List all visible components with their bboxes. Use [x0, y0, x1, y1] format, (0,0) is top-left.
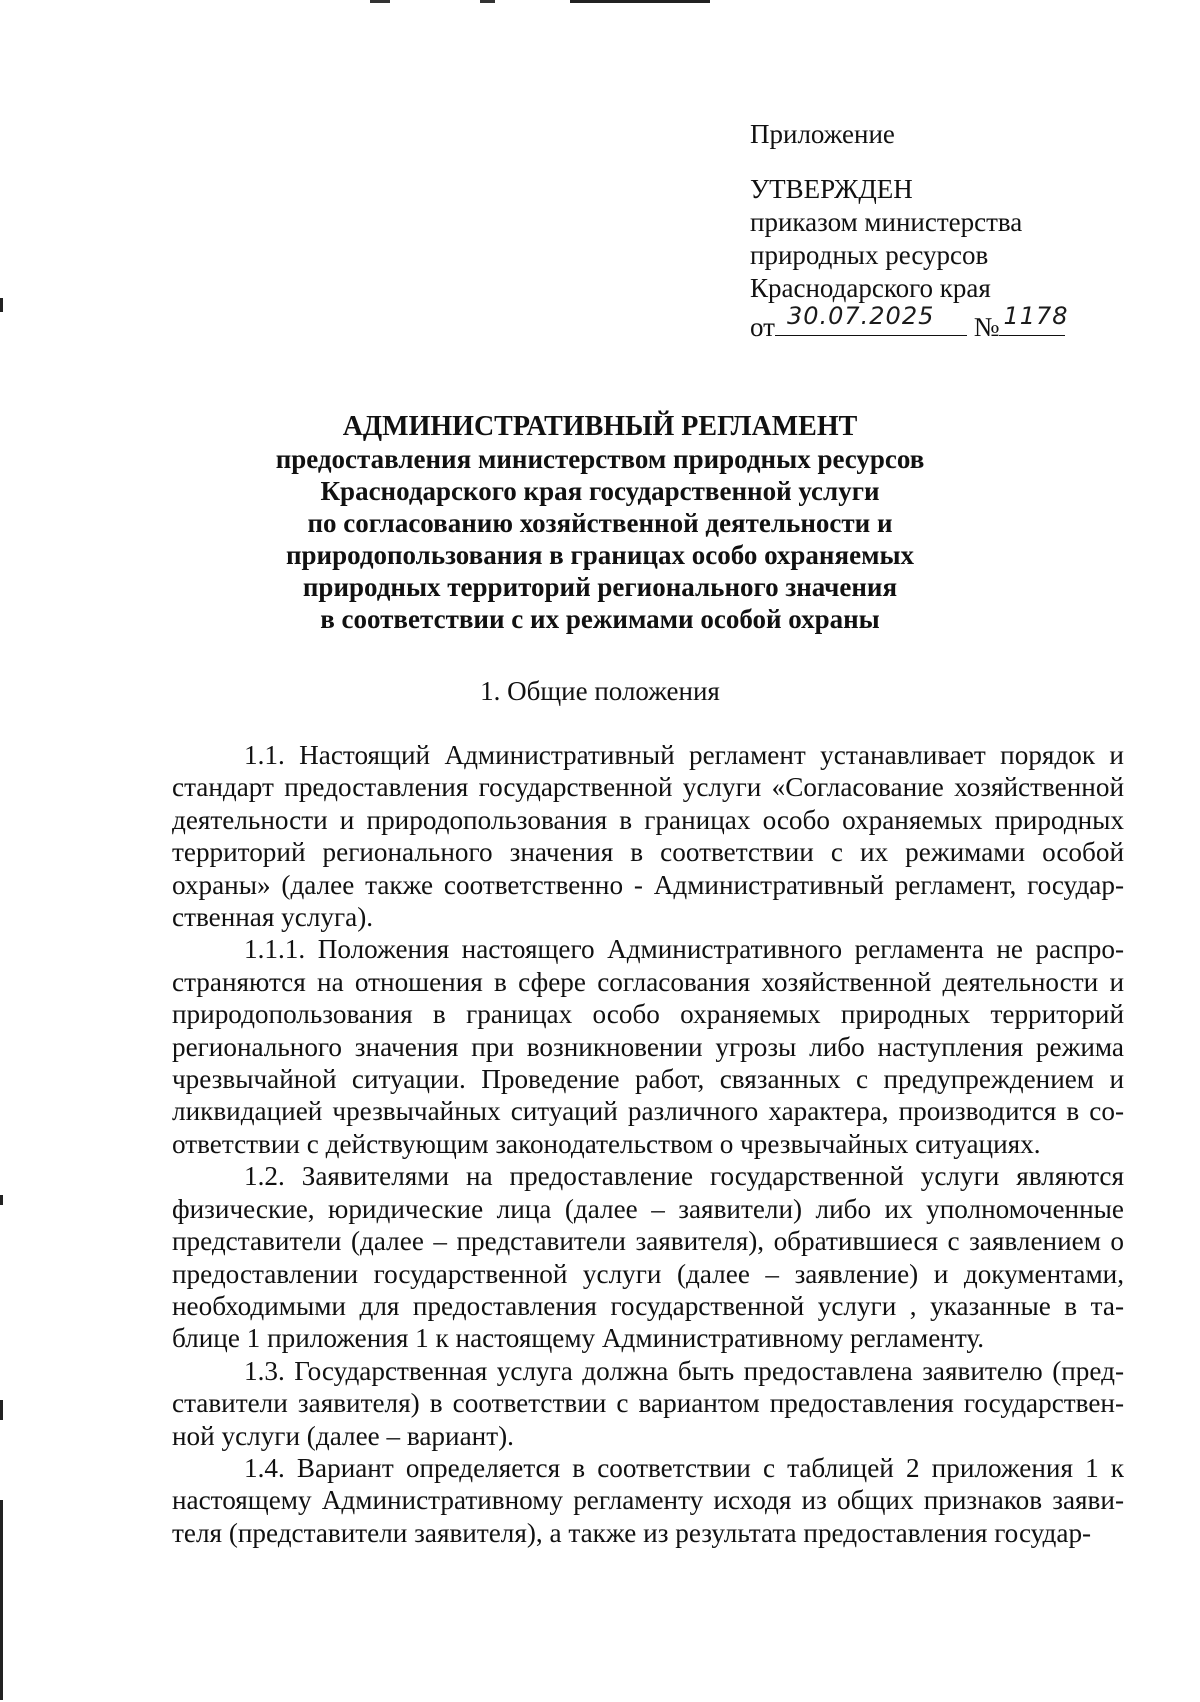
order-line — [750, 302, 1069, 344]
scan-artifact-top — [150, 0, 710, 3]
paragraph-1-4: 1.4. Вариант определяется в соответствии с таблицей 2 приложения 1 к настоящему Административному регламенту исходя из общих признаков заявителя (представители заявителя), а также из результата предоставления государ- — [172, 1452, 1124, 1548]
approved-label: УТВЕРЖДЕН — [750, 174, 913, 204]
title-line: в соответствии с их режимами особой охраны — [320, 604, 880, 634]
document-body — [172, 739, 1124, 1549]
title-line: предоставления министерством природных ресурсов — [275, 444, 925, 474]
order-date-field — [775, 302, 967, 336]
order-number-field — [999, 302, 1069, 336]
order-date-handwritten: 30.07.2025 — [786, 302, 935, 330]
number-sign: № — [973, 312, 1000, 342]
scan-edge-mark — [0, 1400, 3, 1420]
scan-edge-mark — [0, 1500, 3, 1700]
title-line: природопользования в границах особо охраняемых — [285, 540, 915, 570]
paragraph-1-1-1: 1.1.1. Положения настоящего Административного регламента не распространяются на отношения в сфере согласования хозяйственной деятельности и природопользования в границах особо охраняемых природных территорий регионального значения при возникновении угрозы либо наступления режима чрезвычайной ситуации. Проведение работ, связанных с предупреждением и ликвидацией чрезвычайных ситуаций различного характера, производится в соответствии с действующим законодательством о чрезвычайных ситуациях. — [172, 934, 1124, 1159]
approval-line: приказом министерства — [750, 207, 1023, 237]
paragraph-1-1: 1.1. Настоящий Административный регламент устанавливает порядок и стандарт предоставления государственной услуги «Согласование хозяйственной деятельности и природопользования в границах особо охраняемых природных территорий регионального значения в соответствии с их режимами особой охраны» (далее также соответственно - Административный регламент, государственная услуга). — [172, 740, 1124, 933]
order-prefix: от — [750, 312, 775, 342]
paragraph-1-2: 1.2. Заявителями на предоставление государственной услуги являются физические, юридические лица (далее – заявители) либо их уполномоченные представители (далее – представители заявителя), обратившиеся с заявлением о предоставлении государственной услуги (далее – заявление) и документами, необходимыми для предоставления государственной услуги , указанные в таблице 1 приложения 1 к настоящему Административному регламенту. — [172, 1161, 1124, 1354]
title-line: Краснодарского края государственной услуги — [320, 476, 880, 506]
document-title — [0, 411, 1200, 635]
order-number-handwritten: 1178 — [1003, 302, 1069, 330]
scan-edge-mark — [0, 1195, 3, 1205]
title-line: по согласованию хозяйственной деятельности и — [307, 508, 893, 538]
title-line: природных территорий регионального значения — [302, 572, 898, 602]
appendix-label: Приложение — [750, 119, 895, 149]
section-heading: 1. Общие положения — [480, 676, 720, 706]
approval-line: Краснодарского края — [750, 273, 991, 303]
approval-block — [750, 118, 1069, 344]
scan-edge-mark — [0, 298, 3, 312]
title-main: АДМИНИСТРАТИВНЫЙ РЕГЛАМЕНТ — [342, 411, 858, 442]
paragraph-1-3: 1.3. Государственная услуга должна быть предоставлена заявителю (представители заявителя) в соответствии с вариантом предоставления государственной услуги (далее – вариант). — [172, 1355, 1124, 1451]
approval-line: природных ресурсов — [750, 240, 989, 270]
